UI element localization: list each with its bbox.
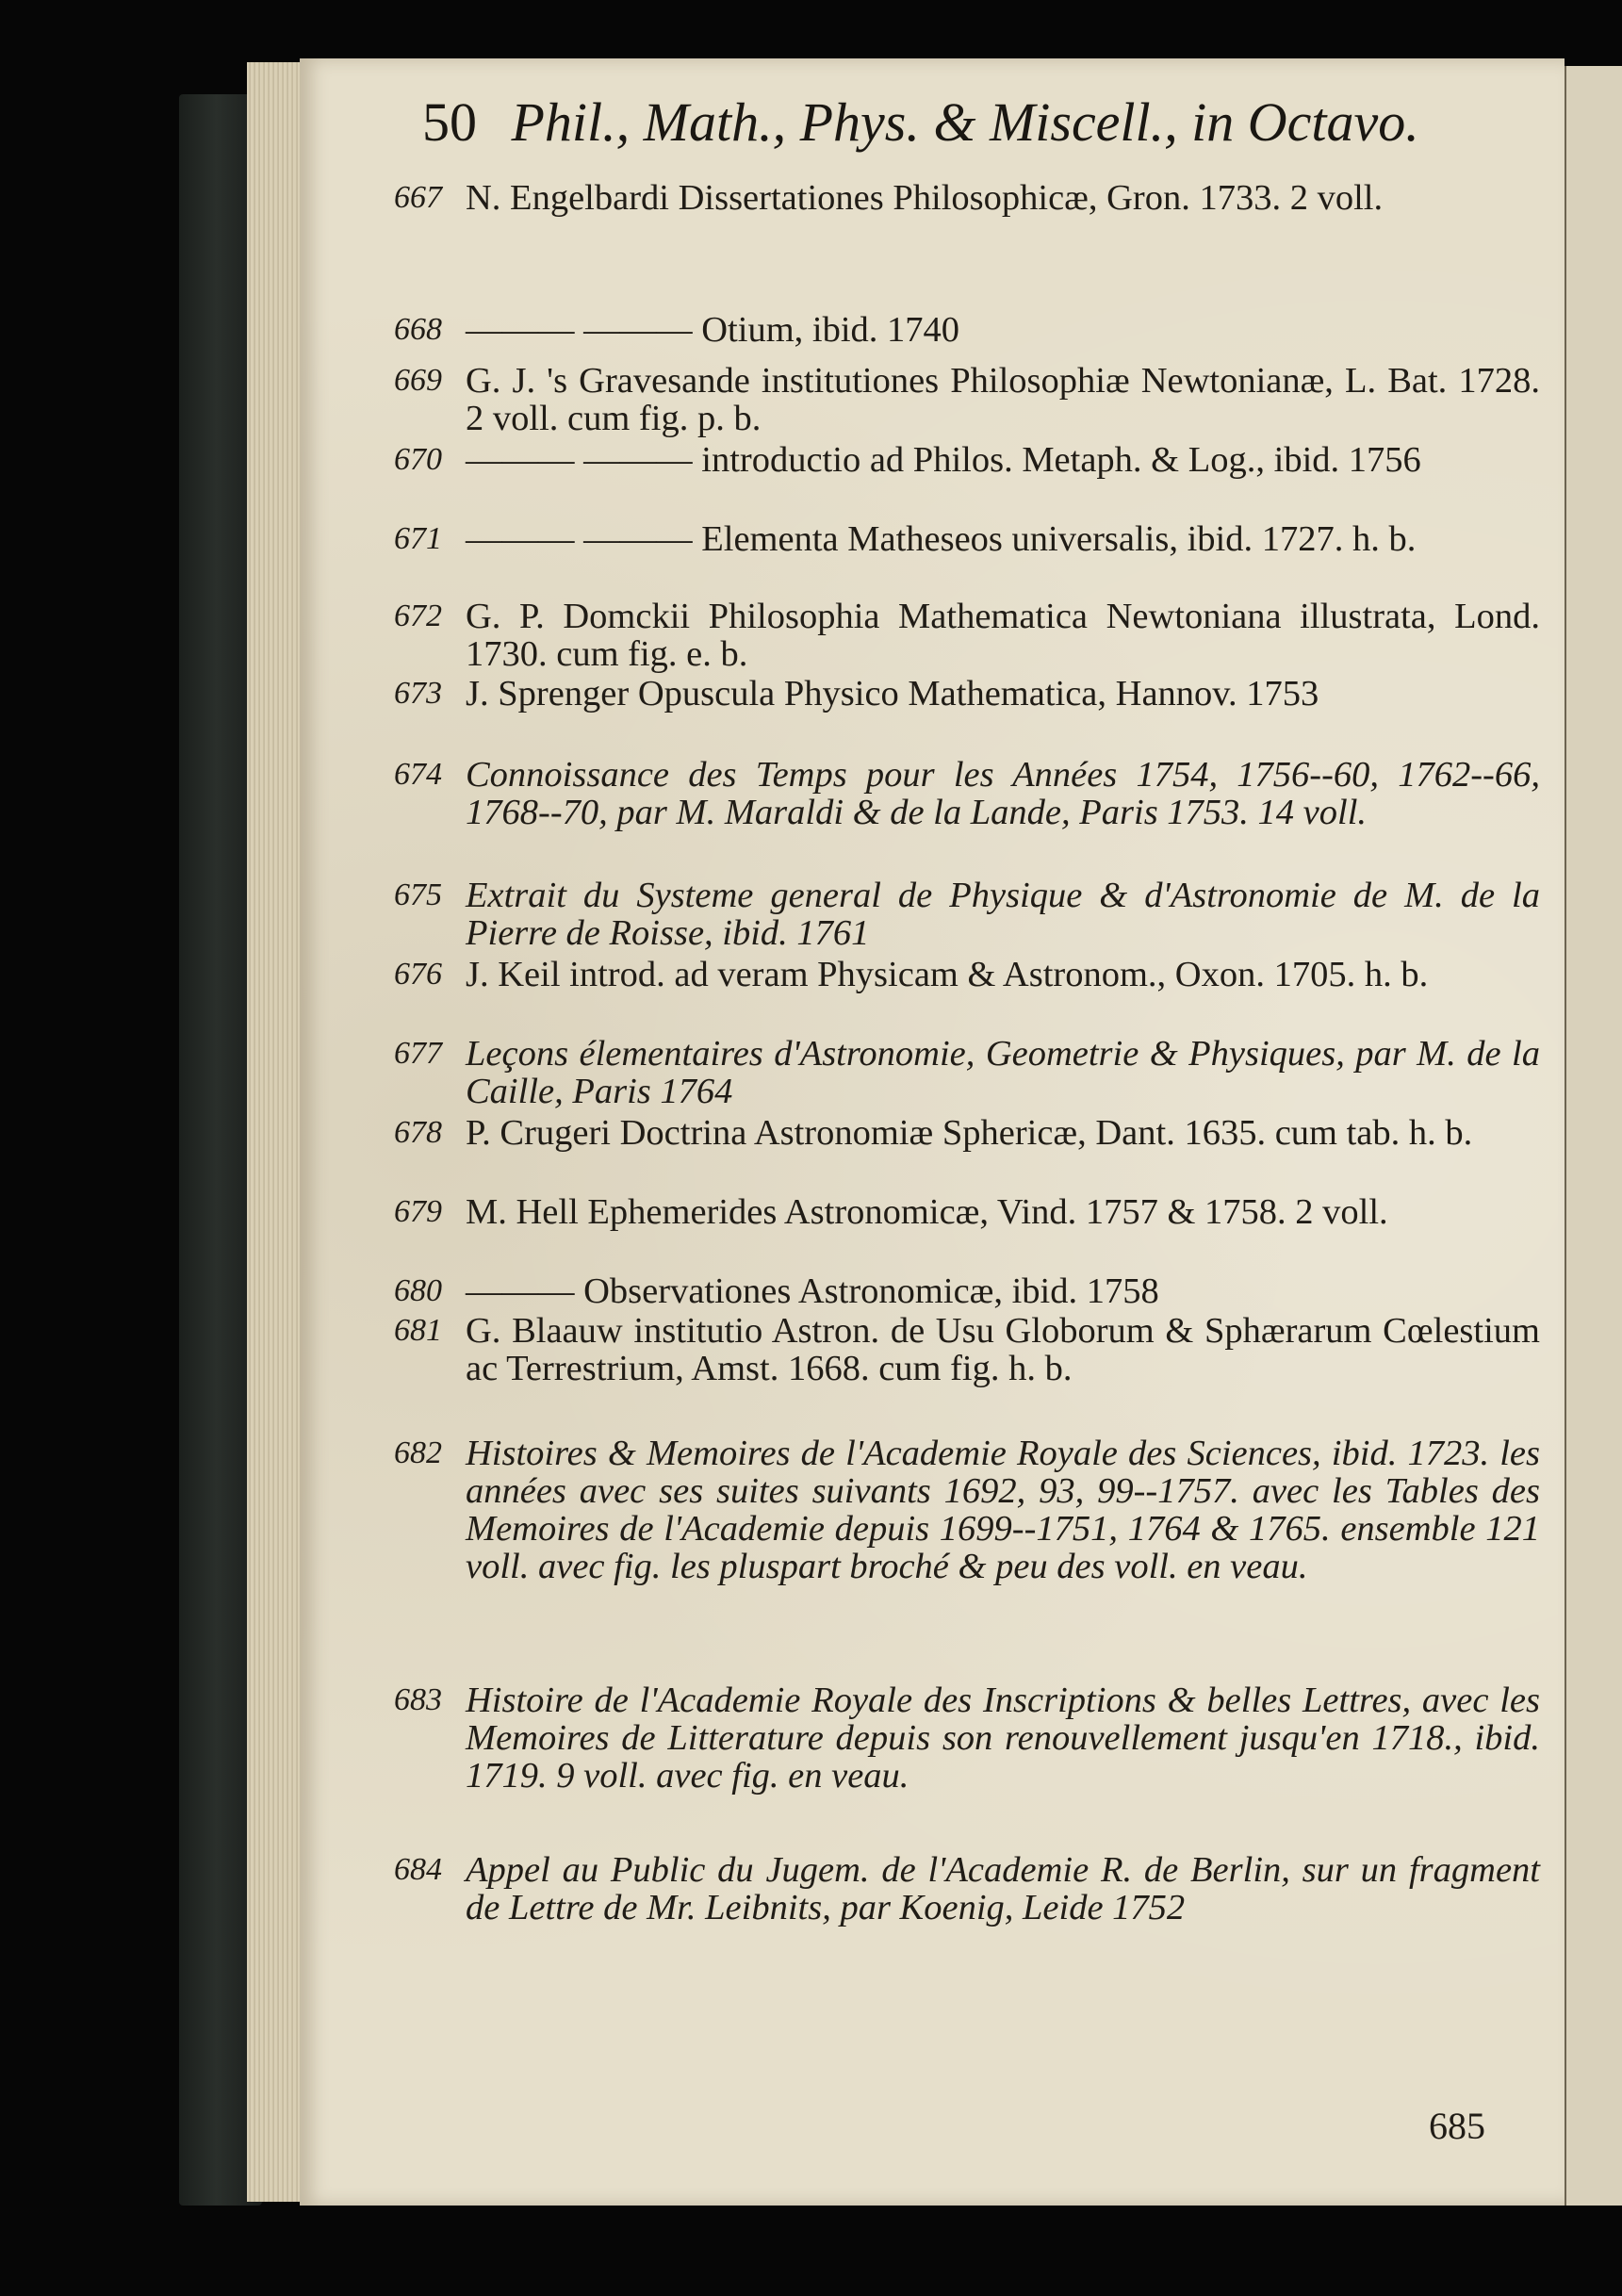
entry-number: 670 (394, 442, 442, 477)
catalogue-entry (394, 1193, 1544, 1231)
entry-number: 684 (394, 1852, 442, 1887)
entry-number: 680 (394, 1273, 442, 1308)
entry-text: ——— Observationes Astronomicæ, ibid. 1758 (466, 1271, 1159, 1311)
entry-text: ——— ——— Elementa Matheseos universalis, ibid. 1727. h. b. (466, 519, 1417, 559)
entry-number: 668 (394, 312, 442, 347)
entry-text: Histoires & Memoires de l'Academie Royale des Sciences, ibid. 1723. les années avec ses suites suivants 1692, 93, 99--1757. avec les Tables des Memoires de l'Academie depuis 1699--1751, 1764 & 1765. ensemble 121 voll. avec fig. les pluspart broché & peu des voll. en veau. (466, 1434, 1540, 1586)
catalogue-entry (394, 520, 1544, 558)
catalogue-entry (394, 756, 1544, 831)
catalogue-entry (394, 311, 1544, 349)
catalogue-entry (394, 675, 1544, 713)
catalogue-entry (394, 1035, 1544, 1110)
entry-number: 673 (394, 676, 442, 711)
entry-number: 671 (394, 521, 442, 556)
catalogue-entry (394, 1851, 1544, 1927)
book-page (300, 58, 1565, 2206)
catalogue-entry (394, 598, 1544, 673)
facing-page-edge (1565, 66, 1622, 2206)
entry-number: 676 (394, 957, 442, 992)
entry-text: ——— ——— Otium, ibid. 1740 (466, 310, 960, 350)
entry-number: 675 (394, 877, 442, 912)
entry-number: 681 (394, 1313, 442, 1348)
catalogue-entry (394, 1312, 1544, 1387)
entry-number: 678 (394, 1115, 442, 1150)
catalogue-entries (300, 58, 1565, 2206)
entry-number: 683 (394, 1682, 442, 1717)
entry-number: 677 (394, 1036, 442, 1071)
entry-number: 672 (394, 599, 442, 633)
running-title: Phil., Math., Phys. & Miscell., in Octavo. (511, 91, 1419, 153)
catalogue-entry (394, 441, 1544, 479)
entry-text: G. Blaauw institutio Astron. de Usu Globorum & Sphærarum Cœlestium ac Terrestrium, Amst. 1668. cum fig. h. b. (466, 1311, 1540, 1388)
entry-text: G. J. 's Gravesande institutiones Philosophiæ Newtonianæ, L. Bat. 1728. 2 voll. cum fig. p. b. (466, 361, 1540, 438)
catalogue-entry (394, 956, 1544, 993)
catalogue-entry (394, 179, 1544, 217)
entry-text: ——— ——— introductio ad Philos. Metaph. & Log., ibid. 1756 (466, 440, 1421, 480)
entry-text: J. Keil introd. ad veram Physicam & Astronom., Oxon. 1705. h. b. (466, 955, 1429, 994)
entry-text: G. P. Domckii Philosophia Mathematica Newtoniana illustrata, Lond. 1730. cum fig. e. b. (466, 597, 1540, 674)
entry-number: 667 (394, 180, 442, 215)
page-number: 50 (422, 91, 477, 153)
entry-text: J. Sprenger Opuscula Physico Mathematica, Hannov. 1753 (466, 674, 1319, 713)
catalogue-entry (394, 877, 1544, 952)
catalogue-entry (394, 362, 1544, 437)
entry-text: P. Crugeri Doctrina Astronomiæ Sphericæ, Dant. 1635. cum tab. h. b. (466, 1113, 1473, 1153)
entry-number: 682 (394, 1435, 442, 1470)
catalogue-entry (394, 1272, 1544, 1310)
entry-text: Histoire de l'Academie Royale des Inscriptions & belles Lettres, avec les Memoires de Litterature depuis son renouvellement jusqu'en 1718., ibid. 1719. 9 voll. avec fig. en veau. (466, 1681, 1540, 1796)
page-edges (247, 62, 302, 2202)
entry-text: N. Engelbardi Dissertationes Philosophicæ, Gron. 1733. 2 voll. (466, 178, 1384, 218)
catalogue-entry (394, 1435, 1544, 1585)
catchword: 685 (1429, 2105, 1485, 2147)
entry-text: Connoissance des Temps pour les Années 1754, 1756--60, 1762--66, 1768--70, par M. Maraldi & de la Lande, Paris 1753. 14 voll. (466, 755, 1540, 832)
catalogue-entry (394, 1681, 1544, 1795)
entry-number: 669 (394, 363, 442, 398)
entry-text: Appel au Public du Jugem. de l'Academie R. de Berlin, sur un fragment de Lettre de Mr. Leibnits, par Koenig, Leide 1752 (466, 1850, 1540, 1927)
catalogue-entry (394, 1114, 1544, 1152)
entry-text: Extrait du Systeme general de Physique & d'Astronomie de M. de la Pierre de Roisse, ibid. 1761 (466, 876, 1540, 953)
entry-text: Leçons élementaires d'Astronomie, Geometrie & Physiques, par M. de la Caille, Paris 1764 (466, 1034, 1540, 1111)
entry-text: M. Hell Ephemerides Astronomicæ, Vind. 1757 & 1758. 2 voll. (466, 1192, 1388, 1232)
entry-number: 679 (394, 1194, 442, 1229)
entry-number: 674 (394, 757, 442, 792)
